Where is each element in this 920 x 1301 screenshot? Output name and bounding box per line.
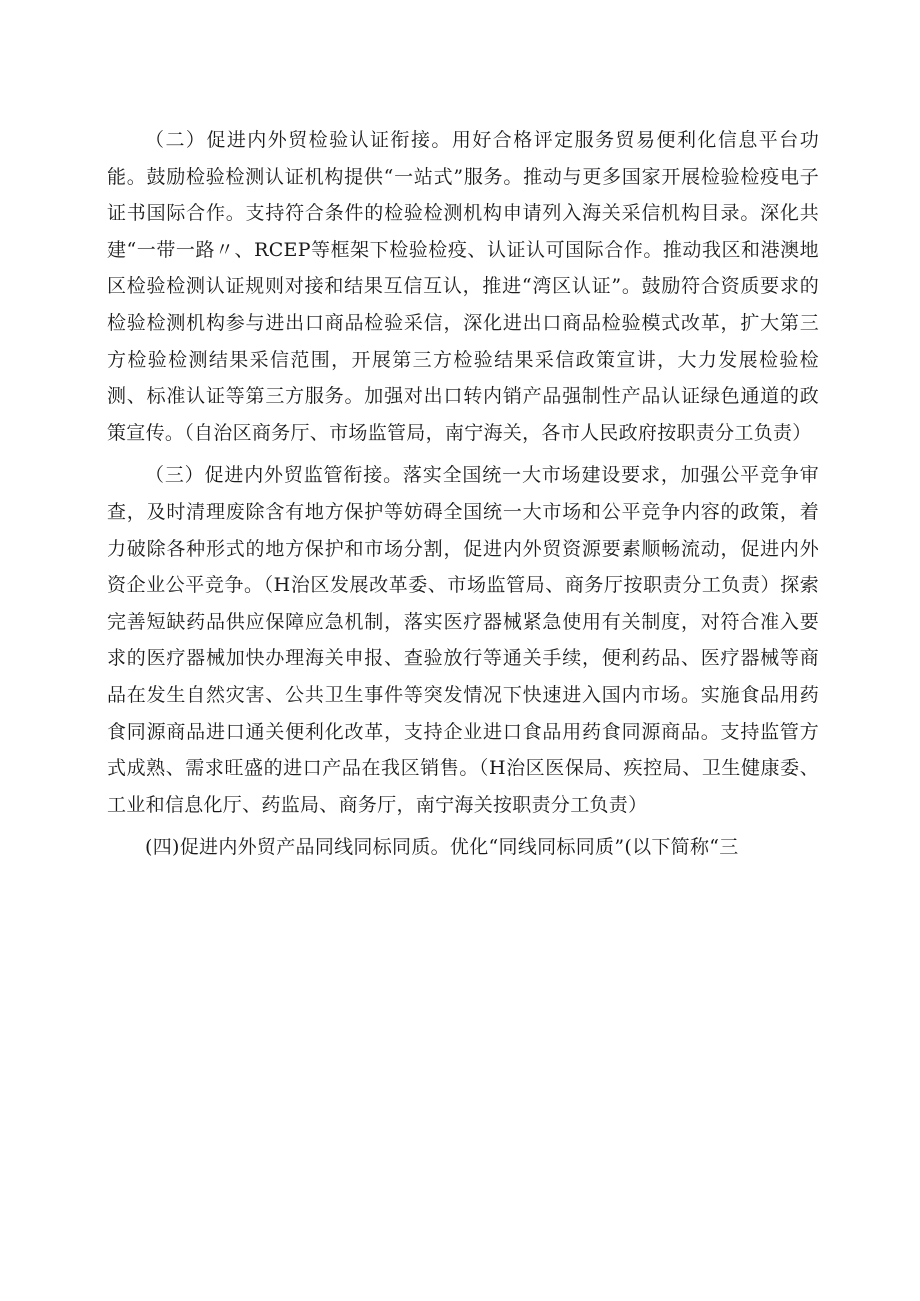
paragraph-same-line-standard-quality: (四)促进内外贸产品同线同标同质。优化“同线同标同质”(以下简称“三 [145, 836, 739, 859]
paragraph-inspection-certification: （二）促进内外贸检验认证衔接。用好合格评定服务贸易便利化信息平台功能。鼓励检验检测认证机构提供“一站式”服务。推动与更多国家开展检验检疫电子证书国际合作。支持符合条件的检验检测机构申请列入海关采信机构目录。深化共建“一带一路〃、RCEP等框架下检验检疫、认证认可国际合作。推动我区和港澳地区检验检测认证规则对接和结果互信互认，推进“湾区认证”。鼓励符合资质要求的检验检测机构参与进出口商品检验采信，深化进出口商品检验模式改革，扩大第三方检验检测结果采信范围，开展第三方检验结果采信政策宣讲，大力发展检验检测、标准认证等第三方服务。加强对出口转内销产品强制性产品认证绿色通道的政策宣传。（自治区商务厅、市场监管局，南宁海关，各市人民政府按职责分工负责） [107, 129, 819, 444]
document-body [107, 122, 819, 872]
paragraph-regulatory-alignment: （三）促进内外贸监管衔接。落实全国统一大市场建设要求，加强公平竞争审查，及时清理废除含有地方保护等妨碍全国统一大市场和公平竞争内容的政策，着力破除各种形式的地方保护和市场分割，促进内外贸资源要素顺畅流动，促进内外资企业公平竞争。（H治区发展改革委、市场监管局、商务厅按职责分工负责）探索完善短缺药品供应保障应急机制，落实医疗器械紧急使用有关制度，对符合准入要求的医疗器械加快办理海关申报、查验放行等通关手续，便利药品、医疗器械等商品在发生自然灾害、公共卫生事件等突发情况下快速进入国内市场。实施食品用药食同源商品进口通关便利化改革，支持企业进口食品用药食同源商品。支持监管方式成熟、需求旺盛的进口产品在我区销售。（H治区医保局、疾控局、卫生健康委、工业和信息化厅、药监局、商务厅，南宁海关按职责分工负责） [107, 464, 819, 816]
